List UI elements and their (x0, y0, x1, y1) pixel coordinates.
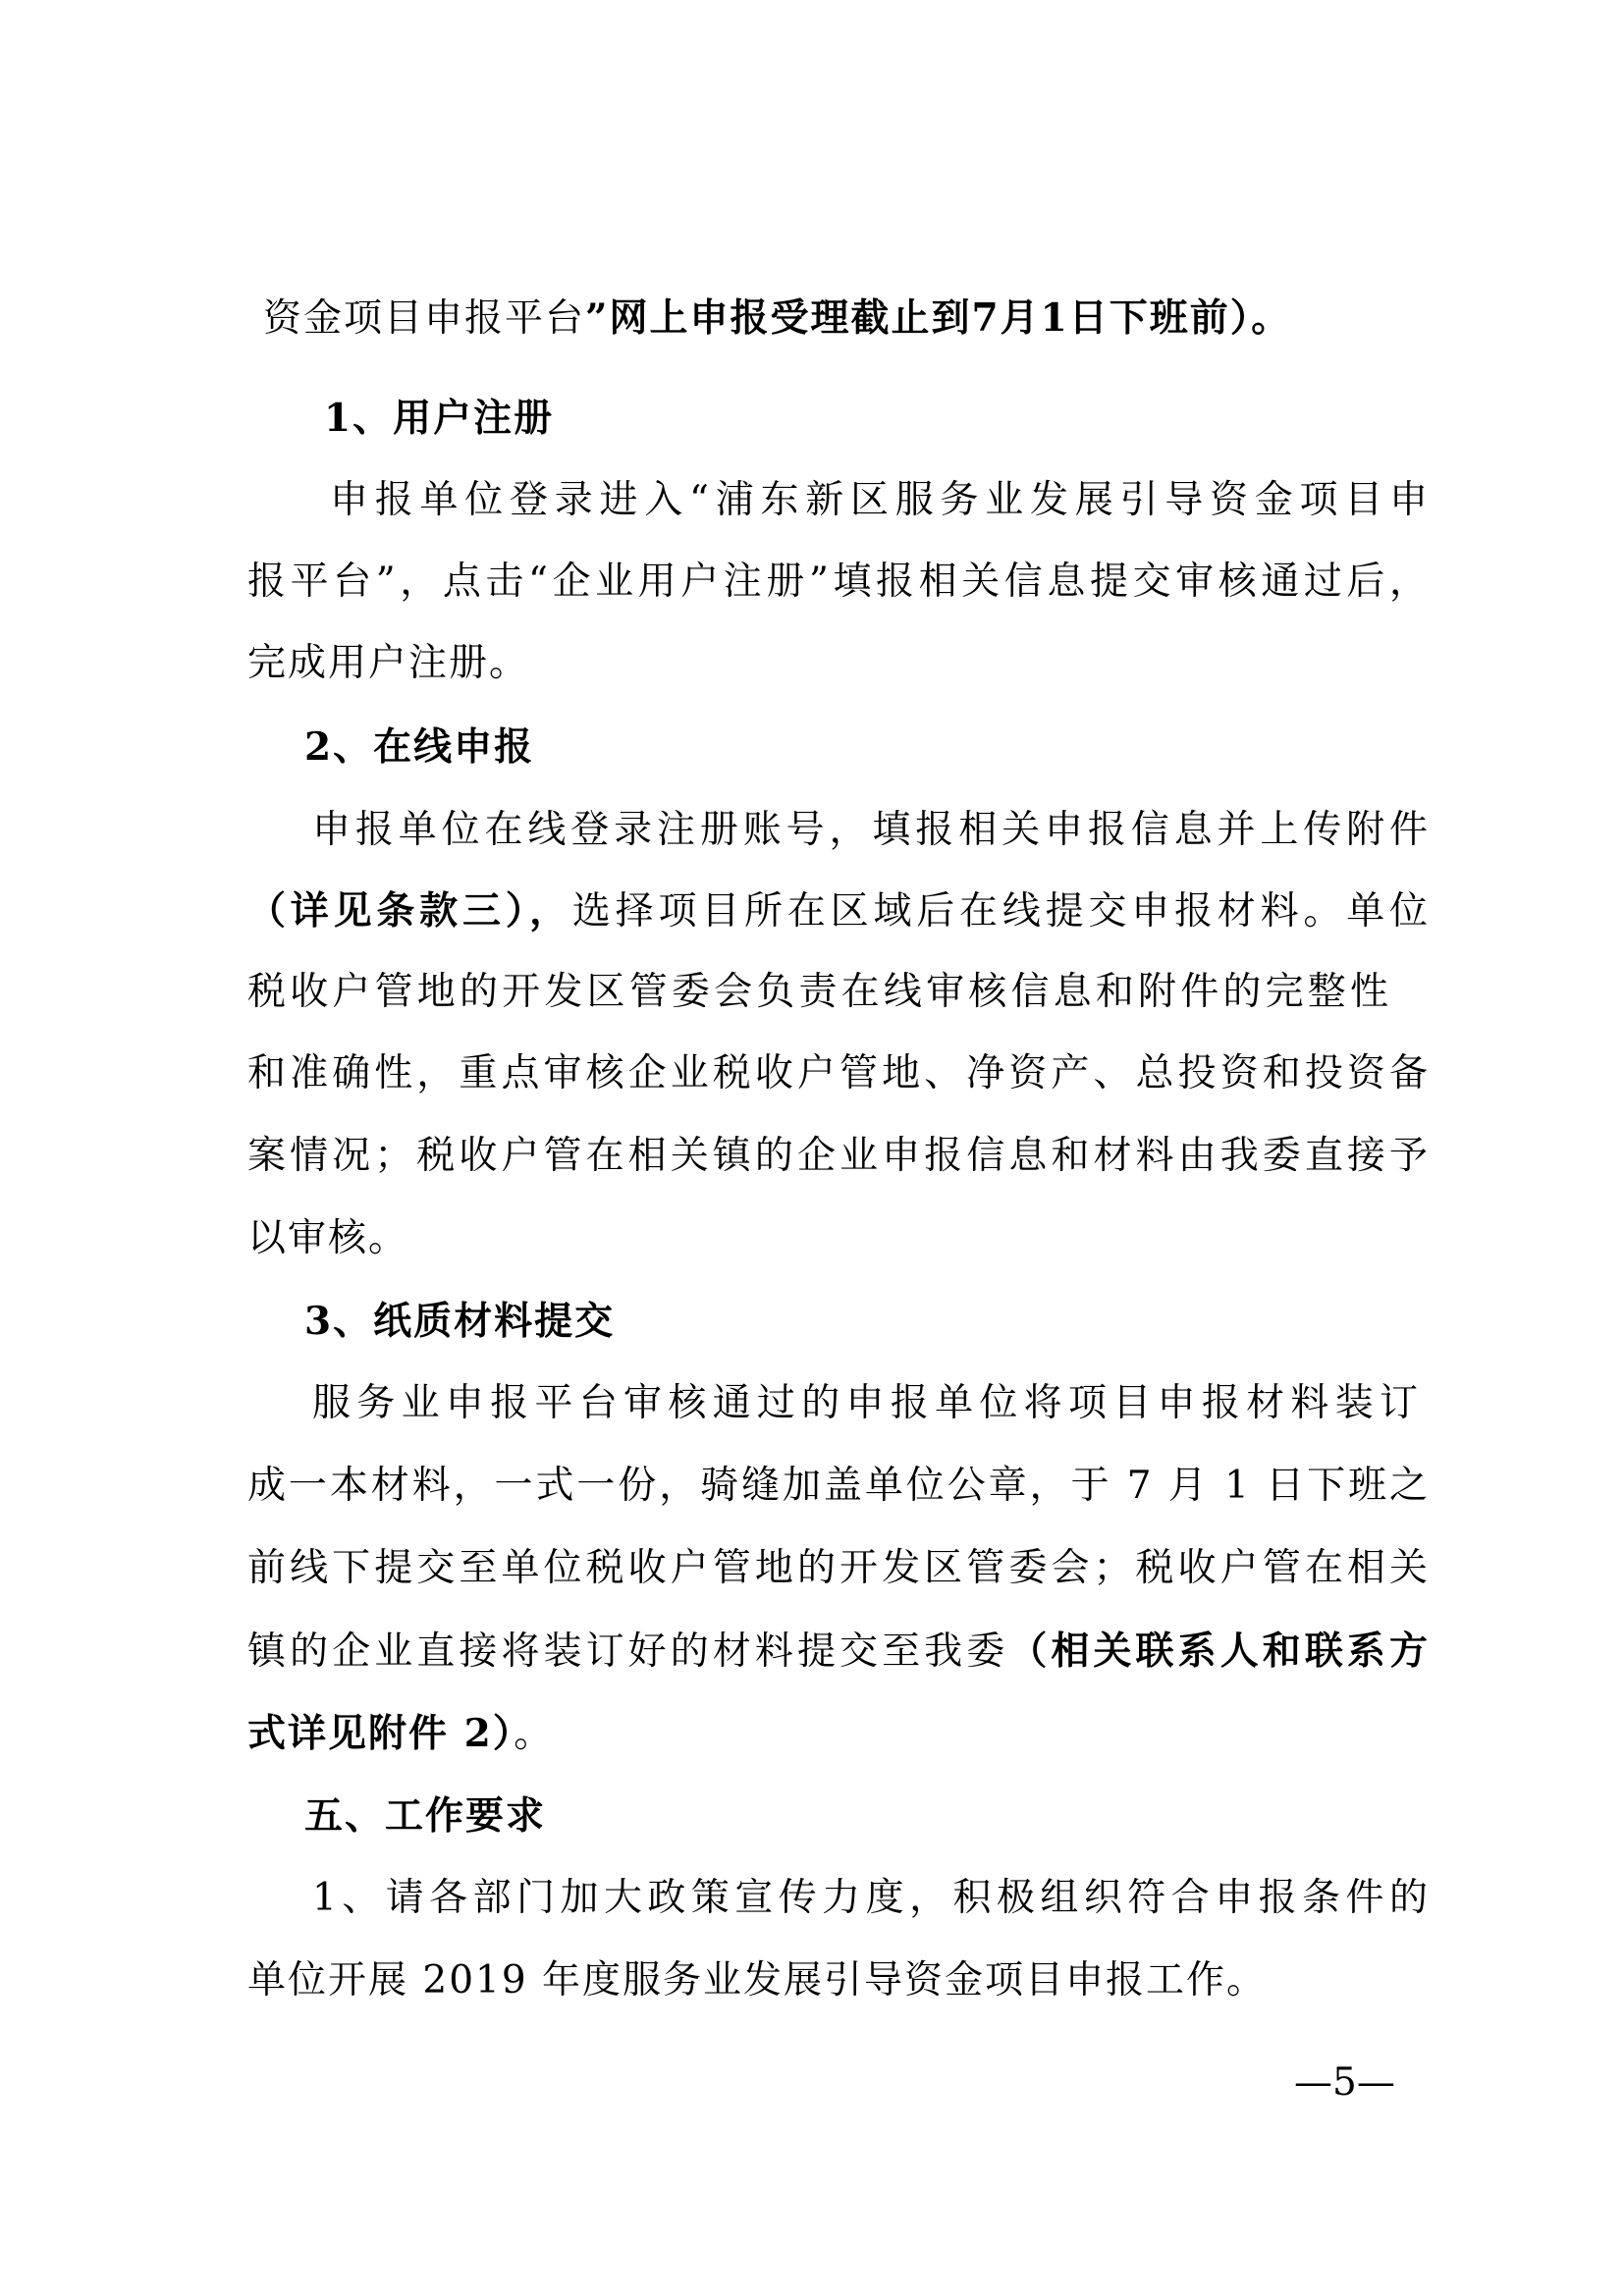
text-run: 申报单位登录进入“浦东新区服务业发展引导资金项目申 (330, 478, 1430, 522)
text-run: 和准确性，重点审核企业税收户管地、净资产、总投资和投资备 (247, 1051, 1430, 1095)
section-heading (304, 721, 1483, 774)
text-line (263, 293, 1441, 345)
text-run: 税收户管地的开发区管委会负责在线审核信息和附件的完整性 (247, 970, 1390, 1014)
bold-text-run: 五、工作要求 (304, 1793, 547, 1839)
section-heading (304, 1790, 1483, 1842)
section-heading (304, 1296, 1483, 1348)
text-run: 1、请各部门加大政策宣传力度，积极组织符合申报条件的 (312, 1876, 1430, 1920)
text-line (312, 805, 1430, 856)
text-run: 。 (514, 1712, 555, 1756)
bold-text-run: 1、用户注册 (324, 396, 555, 441)
text-run: 单位开展 2019 年度服务业发展引导资金项目申报工作。 (247, 1958, 1268, 2002)
text-line (247, 1461, 1430, 1512)
bold-text-run: 2、在线申报 (304, 724, 535, 770)
text-line (247, 1955, 1426, 2006)
text-line (247, 638, 1426, 689)
text-line (247, 1213, 1426, 1264)
text-run: 镇的企业直接将装订好的材料提交至我委 (247, 1629, 1009, 1674)
text-line (247, 885, 1430, 937)
text-line (247, 967, 1390, 1018)
text-run: 申报单位在线登录注册账号，填报相关申报信息并上传附件 (312, 808, 1430, 852)
text-run: 成一本材料，一式一份，骑缝加盖单位公章，于 7 月 1 日下班之 (247, 1464, 1430, 1508)
text-line (312, 1873, 1430, 1924)
text-run: 前线下提交至单位税收户管地的开发区管委会；税收户管在相关 (247, 1546, 1430, 1590)
text-run: 完成用户注册。 (247, 641, 530, 685)
text-line (247, 557, 1430, 608)
section-heading (324, 393, 1502, 445)
text-run: 资金项目申报平台 (263, 296, 586, 341)
text-run: 以审核。 (247, 1216, 409, 1260)
text-run: 服务业申报平台审核通过的申报单位将项目申报材料装订 (312, 1381, 1420, 1425)
text-line (247, 1131, 1430, 1182)
text-line (247, 1708, 1426, 1760)
text-line (247, 1626, 1430, 1678)
text-line (247, 1543, 1430, 1594)
bold-text-run: 式详见附件 2） (247, 1711, 514, 1756)
text-run: 案情况；税收户管在相关镇的企业申报信息和材料由我委直接予 (247, 1134, 1430, 1178)
text-run: 选择项目所在区域后在线提交申报材料。单位 (571, 889, 1430, 934)
text-line (312, 1378, 1420, 1429)
text-run: 报平台”，点击“企业用户注册”填报相关信息提交审核通过后， (247, 560, 1430, 604)
bold-text-run: （相关联系人和联系方 (1008, 1629, 1430, 1674)
text-line (247, 1048, 1430, 1099)
bold-text-run: 3、纸质材料提交 (304, 1299, 616, 1344)
text-line (330, 475, 1430, 526)
bold-text-run: ”网上申报受理截止到7月1日下班前）。 (585, 295, 1292, 341)
page-number: —5— (1294, 2060, 1395, 2105)
bold-text-run: （详见条款三）， (247, 888, 572, 934)
